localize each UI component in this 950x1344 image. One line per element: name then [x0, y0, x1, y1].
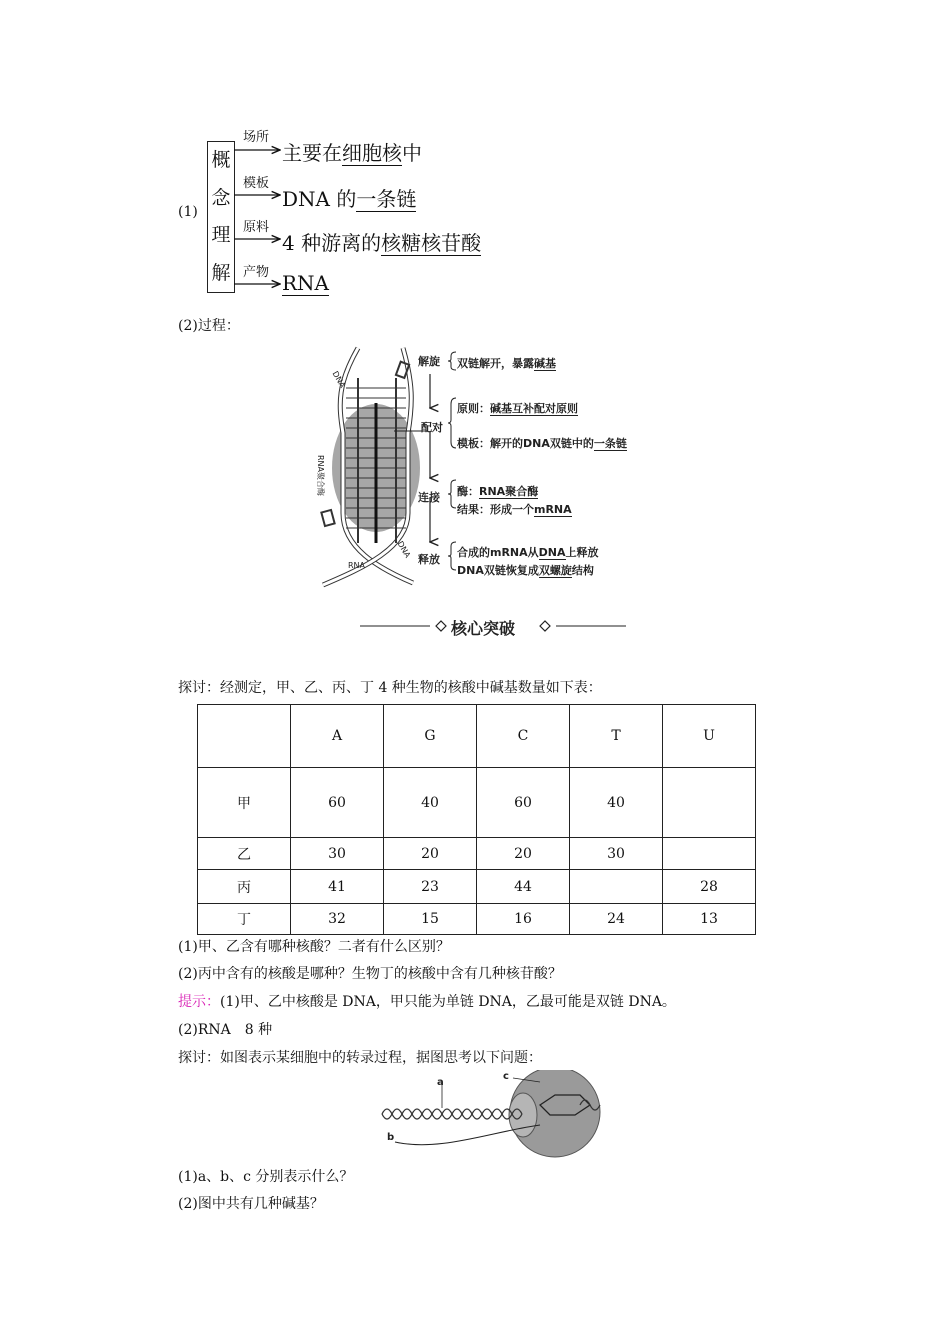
svg-text:RNA: RNA: [348, 561, 366, 570]
concept-char: 概: [211, 149, 231, 172]
enzyme-label: RNA聚合酶: [316, 454, 326, 497]
concept-number: (1): [178, 204, 198, 220]
discussion-text: 探讨：如图表示某细胞中的转录过程，据图思考以下问题：: [178, 1050, 542, 1066]
question: (2)丙中含有的核酸是哪种？生物丁的核酸中含有几种核苷酸？: [178, 966, 562, 982]
question: (1)甲、乙含有哪种核酸？二者有什么区别？: [178, 939, 450, 955]
hint-label: 提示：: [178, 994, 220, 1010]
section-title: 核心突破: [451, 619, 516, 638]
table-cell: [198, 705, 291, 768]
transcription-figure: [380, 1070, 605, 1160]
process-arrow: [420, 370, 440, 555]
table-row: [198, 768, 756, 838]
arrow-label: 原料: [243, 220, 270, 235]
discussion-text: 探讨：经测定，甲、乙、丙、丁 4 种生物的核酸中碱基数量如下表：: [178, 680, 602, 696]
table-cell: 60: [291, 768, 384, 838]
table-row: [198, 904, 756, 935]
table-cell: 20: [384, 838, 477, 870]
table-cell: [663, 838, 756, 870]
figure-label-c: c: [503, 1071, 509, 1082]
table-cell: 41: [291, 870, 384, 904]
question: (2)图中共有几种碱基？: [178, 1196, 324, 1212]
answer: (2)RNA 8 种: [178, 1022, 273, 1038]
table-cell: 44: [477, 870, 570, 904]
step-desc: 模板：解开的DNA双链中的一条链: [457, 437, 627, 450]
table-cell: 30: [291, 838, 384, 870]
table-cell: 13: [663, 904, 756, 935]
diamond-icon: [436, 621, 446, 631]
step-pairing: 配对: [421, 421, 443, 434]
table-cell: A: [291, 705, 384, 768]
table-cell: [663, 768, 756, 838]
concept-item-location: 主要在细胞核中: [282, 141, 422, 165]
table-cell: 乙: [198, 838, 291, 870]
table-cell: 丙: [198, 870, 291, 904]
table-row: [198, 870, 756, 904]
figure-label-b: b: [387, 1132, 395, 1143]
step-release: 释放: [418, 553, 440, 566]
step-desc: 原则：碱基互补配对原则: [457, 402, 578, 415]
table-cell: U: [663, 705, 756, 768]
table-cell: 60: [477, 768, 570, 838]
concept-item-template: DNA 的一条链: [282, 187, 417, 211]
table-cell: 30: [570, 838, 663, 870]
step-desc: DNA双链恢复成双螺旋结构: [457, 564, 594, 577]
dna-label: DNA: [330, 369, 348, 390]
table-cell: 28: [663, 870, 756, 904]
step-desc: 结果：形成一个mRNA: [457, 503, 572, 516]
table-cell: 23: [384, 870, 477, 904]
question: (1)a、b、c 分别表示什么？: [178, 1169, 354, 1185]
table-cell: T: [570, 705, 663, 768]
step-desc: 双链解开，暴露碱基: [457, 357, 556, 370]
process-label: (2)过程：: [178, 318, 240, 334]
figure-label-a: a: [437, 1077, 444, 1088]
dna-label: DNA: [395, 539, 413, 560]
table-cell: 40: [570, 768, 663, 838]
diamond-icon: [540, 621, 550, 631]
table-cell: 40: [384, 768, 477, 838]
concept-item-product: RNA: [282, 271, 330, 295]
hint-line: [178, 991, 676, 1011]
step-unwind: 解旋: [418, 355, 440, 368]
concept-box: [207, 141, 235, 293]
concept-item-material: 4 种游离的核糖核苷酸: [282, 231, 482, 255]
table-row: [198, 838, 756, 870]
hint-text: (1)甲、乙中核酸是 DNA，甲只能为单链 DNA，乙最可能是双链 DNA。: [220, 994, 676, 1010]
concept-char: 解: [211, 261, 231, 284]
arrow-label: 模板: [243, 176, 270, 191]
table-cell: 甲: [198, 768, 291, 838]
concept-char: 理: [211, 224, 231, 247]
step-linking: 连接: [418, 491, 440, 504]
step-desc: 酶：RNA聚合酶: [457, 485, 539, 498]
table-cell: 24: [570, 904, 663, 935]
arrow-label: 产物: [243, 265, 270, 280]
step-desc: 合成的mRNA从DNA上释放: [457, 546, 599, 559]
table-header-row: [198, 705, 756, 768]
table-cell: 15: [384, 904, 477, 935]
table-cell: 16: [477, 904, 570, 935]
table-cell: 20: [477, 838, 570, 870]
base-count-table: [197, 704, 756, 935]
table-cell: 丁: [198, 904, 291, 935]
table-cell: G: [384, 705, 477, 768]
arrow-label: 场所: [243, 130, 270, 145]
table-cell: C: [477, 705, 570, 768]
table-cell: 32: [291, 904, 384, 935]
concept-char: 念: [211, 186, 231, 209]
table-cell: [570, 870, 663, 904]
